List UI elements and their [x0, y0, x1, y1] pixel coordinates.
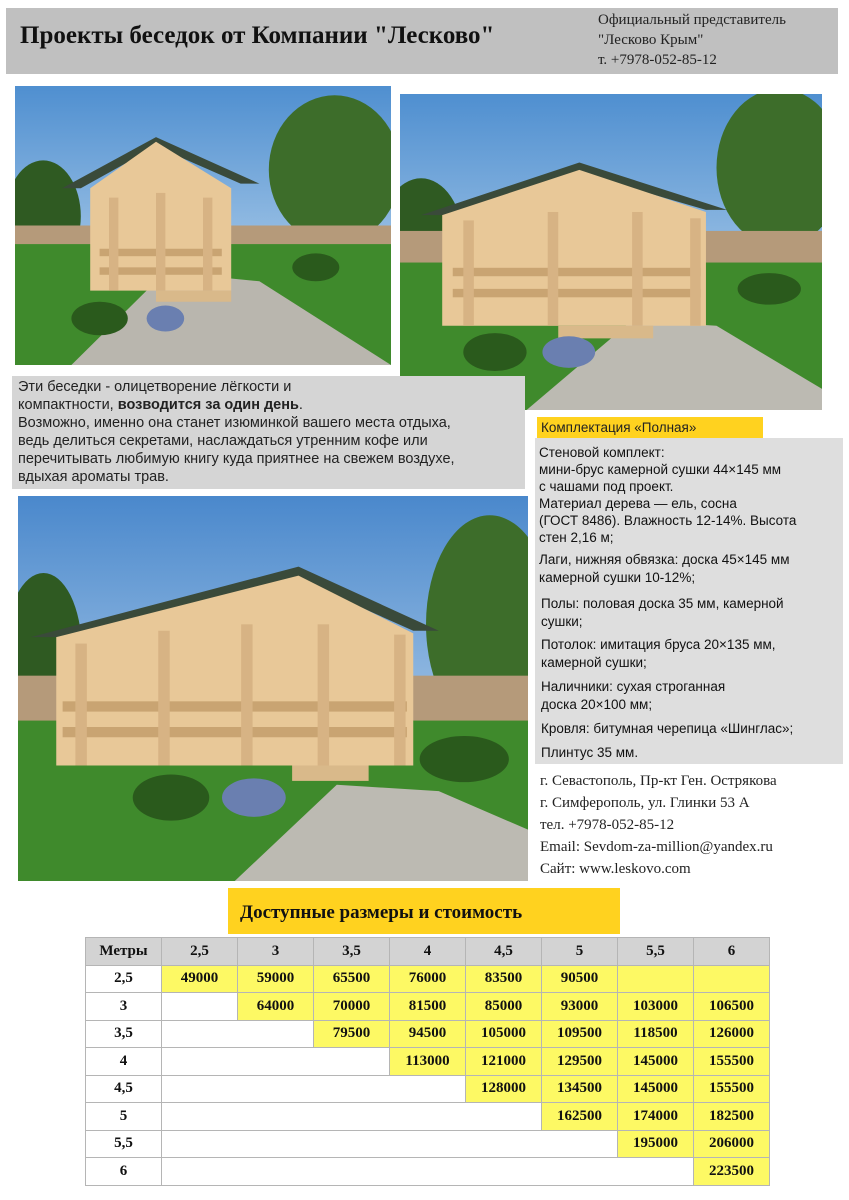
price-table-row: [86, 1130, 770, 1158]
price-cell: 155500: [694, 1048, 770, 1076]
price-cell: 128000: [466, 1075, 542, 1103]
price-table: [85, 937, 770, 1186]
price-cell: 59000: [238, 965, 314, 993]
price-table-row-header: 4,5: [86, 1075, 162, 1103]
gazebo-photo-small: [15, 86, 391, 365]
price-cell: 83500: [466, 965, 542, 993]
price-table-col-header: 5: [542, 938, 618, 966]
price-cell: 81500: [390, 993, 466, 1021]
price-table-row: [86, 1075, 770, 1103]
kit-line: Лаги, нижняя обвязка: доска 45×145 мм: [539, 552, 790, 567]
price-table-row: [86, 1158, 770, 1186]
price-table-row: [86, 1103, 770, 1131]
contact-website[interactable]: Сайт: www.leskovo.com: [540, 861, 691, 877]
price-cell: 106500: [694, 993, 770, 1021]
price-cell: 155500: [694, 1075, 770, 1103]
price-table-col-header: 4: [390, 938, 466, 966]
price-table-row-header: 4: [86, 1048, 162, 1076]
price-cell: 85000: [466, 993, 542, 1021]
contact-phone[interactable]: тел. +7978-052-85-12: [540, 817, 675, 833]
price-table-header-row: [86, 938, 770, 966]
kit-line: Стеновой комплект:: [539, 445, 665, 460]
price-table-row: [86, 993, 770, 1021]
price-cell: 70000: [314, 993, 390, 1021]
intro-line: [18, 396, 519, 414]
kit-line: Потолок: имитация бруса 20×135 мм,: [541, 637, 776, 652]
price-table-col-header: 3: [238, 938, 314, 966]
price-table-row-header: 3,5: [86, 1020, 162, 1048]
price-table-row-header: 5: [86, 1103, 162, 1131]
price-cell: 90500: [542, 965, 618, 993]
price-cell: 76000: [390, 965, 466, 993]
price-table-row-header: 2,5: [86, 965, 162, 993]
price-cell: [618, 965, 694, 993]
price-cell: 109500: [542, 1020, 618, 1048]
address-simferopol: г. Симферополь, ул. Глинки 53 А: [540, 795, 750, 811]
price-table-row-header: 5,5: [86, 1130, 162, 1158]
price-table-row: [86, 965, 770, 993]
price-cell: 182500: [694, 1103, 770, 1131]
price-cell: 64000: [238, 993, 314, 1021]
price-cell: 145000: [618, 1075, 694, 1103]
intro-text-bold: возводится за один день: [117, 397, 299, 413]
price-cell: 94500: [390, 1020, 466, 1048]
price-cell: 118500: [618, 1020, 694, 1048]
price-cell: 65500: [314, 965, 390, 993]
address-sevastopol: г. Севастополь, Пр-кт Ген. Острякова: [540, 773, 777, 789]
intro-line: ведь делиться секретами, наслаждаться утренним кофе или: [18, 433, 428, 449]
intro-text-plain: компактности,: [18, 397, 118, 413]
page-title: Проекты беседок от Компании "Лесково": [20, 22, 495, 49]
kit-line: камерной сушки;: [541, 655, 647, 670]
header-contact: [598, 10, 786, 70]
header-contact-line: Официальный представитель: [598, 12, 786, 28]
kit-line: мини-брус камерной сушки 44×145 мм: [539, 462, 782, 477]
header-banner: [6, 8, 838, 74]
price-cell: 49000: [162, 965, 238, 993]
kit-title: Комплектация «Полная»: [537, 417, 763, 438]
kit-line: стен 2,16 м;: [539, 530, 614, 545]
price-table-col-header: 3,5: [314, 938, 390, 966]
price-cell: 79500: [314, 1020, 390, 1048]
price-table-empty-cell: [162, 1048, 390, 1076]
kit-spec-panel: [535, 438, 843, 764]
kit-line: Полы: половая доска 35 мм, камерной: [541, 596, 784, 611]
intro-text-end: .: [298, 397, 303, 413]
kit-line: доска 20×100 мм;: [541, 697, 653, 712]
gazebo-photo-large: [18, 496, 528, 881]
price-table-empty-cell: [162, 1158, 694, 1186]
price-cell: 105000: [466, 1020, 542, 1048]
intro-line: Эти беседки - олицетворение лёгкости и: [18, 379, 292, 395]
price-cell: 223500: [694, 1158, 770, 1186]
price-cell: 195000: [618, 1130, 694, 1158]
intro-line: перечитывать любимую книгу куда приятнее на свежем воздухе,: [18, 451, 455, 467]
price-table-col-header: 6: [694, 938, 770, 966]
kit-line: Наличники: сухая строганная: [541, 679, 726, 694]
price-table-row-header: 3: [86, 993, 162, 1021]
kit-line: (ГОСТ 8486). Влажность 12-14%. Высота: [539, 513, 797, 528]
price-cell: 113000: [390, 1048, 466, 1076]
intro-line: Возможно, именно она станет изюминкой вашего места отдыха,: [18, 415, 451, 431]
kit-line: Материал дерева — ель, сосна: [539, 496, 737, 511]
price-cell: 103000: [618, 993, 694, 1021]
price-cell: 134500: [542, 1075, 618, 1103]
price-table-row: [86, 1020, 770, 1048]
price-table-body: [86, 965, 770, 1185]
kit-line: сушки;: [541, 614, 583, 629]
kit-line: камерной сушки 10-12%;: [539, 570, 696, 585]
price-table-col-header: 4,5: [466, 938, 542, 966]
price-table-corner: Метры: [86, 938, 162, 966]
price-table-empty-cell: [162, 1020, 314, 1048]
header-contact-line: т. +7978-052-85-12: [598, 52, 717, 68]
price-cell: 145000: [618, 1048, 694, 1076]
contact-address-block: [540, 770, 777, 880]
price-table-empty-cell: [162, 1075, 466, 1103]
price-table-row: [86, 1048, 770, 1076]
header-contact-line: "Лесково Крым": [598, 32, 704, 48]
kit-line: Кровля: битумная черепица «Шинглас»;: [541, 721, 794, 736]
price-cell: 174000: [618, 1103, 694, 1131]
price-cell: 126000: [694, 1020, 770, 1048]
price-table-col-header: 5,5: [618, 938, 694, 966]
price-table-row-header: 6: [86, 1158, 162, 1186]
price-cell: [694, 965, 770, 993]
price-table-empty-cell: [162, 1103, 542, 1131]
price-cell: 121000: [466, 1048, 542, 1076]
price-cell: 162500: [542, 1103, 618, 1131]
price-cell: 206000: [694, 1130, 770, 1158]
gazebo-photo-medium: [400, 94, 822, 410]
price-table-title: Доступные размеры и стоимость: [228, 888, 620, 934]
contact-email[interactable]: Email: Sevdom-za-million@yandex.ru: [540, 839, 773, 855]
kit-line: с чашами под проект.: [539, 479, 674, 494]
price-table-empty-cell: [162, 1130, 618, 1158]
price-table-col-header: 2,5: [162, 938, 238, 966]
price-cell: 129500: [542, 1048, 618, 1076]
price-table-empty-cell: [162, 993, 238, 1021]
price-cell: 93000: [542, 993, 618, 1021]
kit-line: Плинтус 35 мм.: [541, 745, 639, 760]
intro-line: вдыхая ароматы трав.: [18, 469, 169, 485]
intro-text: [12, 376, 525, 489]
